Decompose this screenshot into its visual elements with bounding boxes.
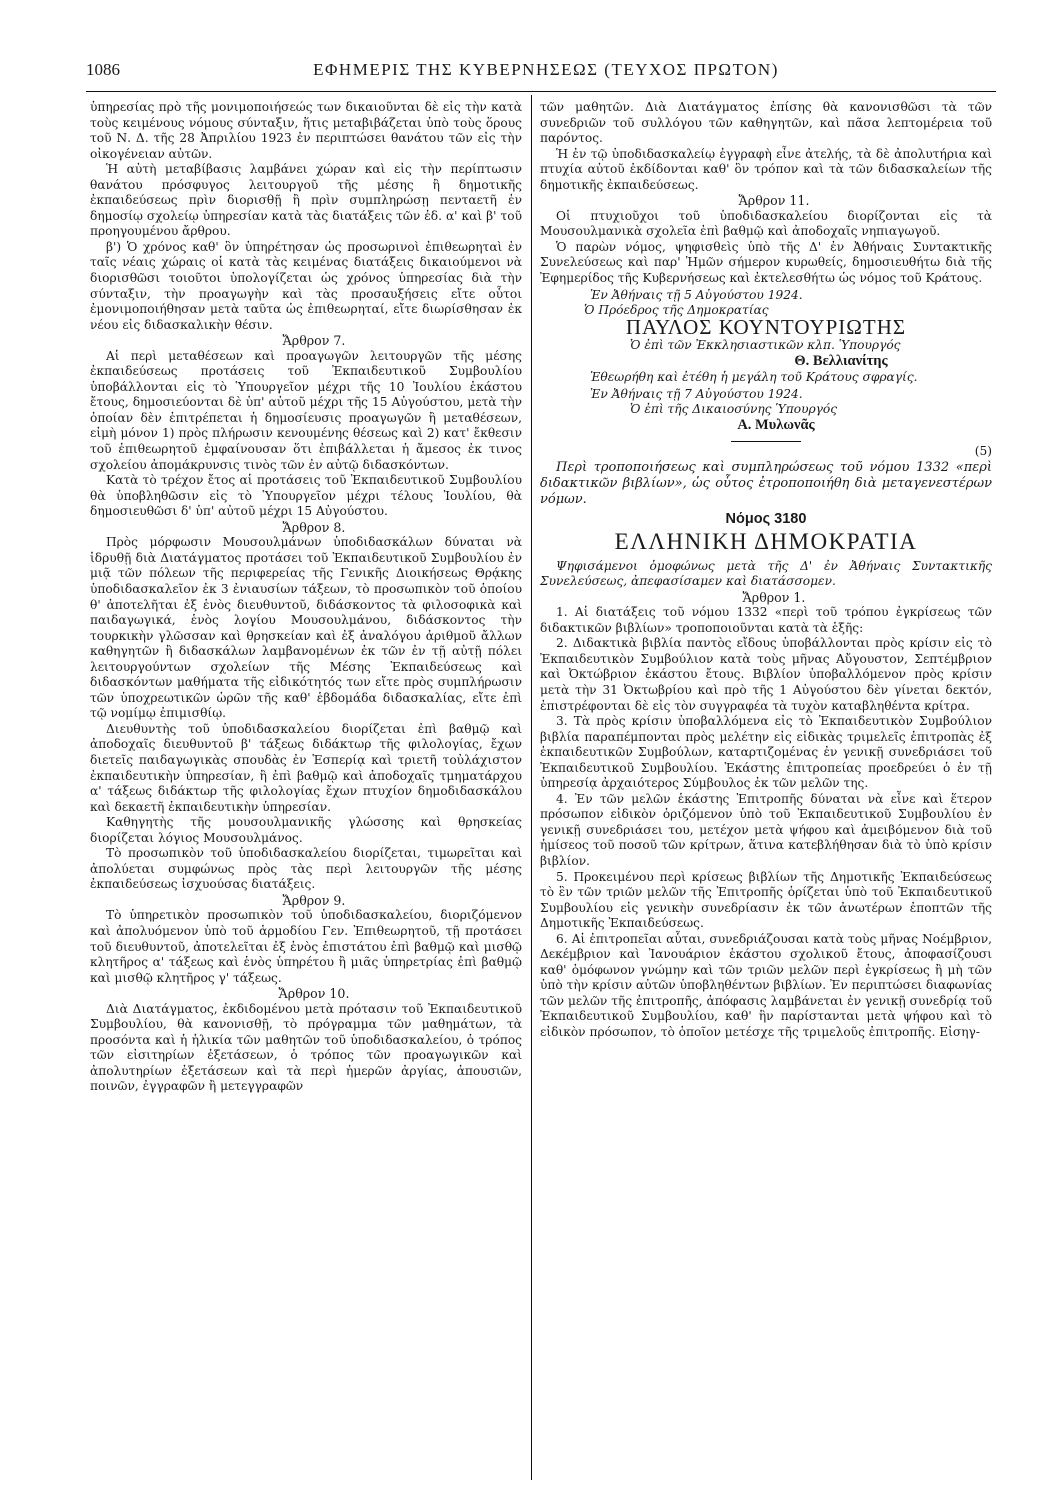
minister-name: Θ. Βελλιανίτης — [794, 352, 888, 369]
header-rule — [86, 91, 996, 92]
paragraph: 2. Διδακτικὰ βιβλία παντὸς εἴδους ὑποβάλλονται πρὸς κρίσιν εἰς τὸ Ἐκπαιδευτικὸν Συμβούλιον κατὰ τοὺς μῆνας Αὔγουστον, Σεπτέμβριον καὶ Ὀκτώβριον ἑκάστου ἔτους. Βιβλίον ὑποβαλλόμενον πρὸς κρίσιν μετὰ τὴν 31 Ὀκτωβρίου καὶ πρὸ τῆς 1 Αὐγούστου δὲν γίνεται δεκτόν, ἐπιστρέφονται δὲ εἰς τὸν συγγραφέα τὰ τυχὸν καταβληθέντα κρίτρα. — [540, 636, 992, 713]
right-column — [540, 100, 992, 1041]
paragraph: Κατὰ τὸ τρέχον ἔτος αἱ προτάσεις τοῦ Ἐκπαιδευτικοῦ Συμβουλίου θὰ ὑποβληθῶσιν εἰς τὸ Ὑπουργεῖον μέχρι τέλους Ἰουλίου, θὰ δημοσιευθῶσι δ' ὑπ' αὐτοῦ μέχρι 15 Αὐγούστου. — [90, 473, 522, 519]
paragraph: Ἡ ἐν τῷ ὑποδιδασκαλείῳ ἐγγραφὴ εἶνε ἀτελής, τὰ δὲ ἀπολυτήρια καὶ πτυχία αὐτοῦ ἐκδίδονται καθ' ὃν τρόπον καὶ τὰ τῶν διδασκαλείων τῆς δημοτικῆς ἐκπαιδεύσεως. — [540, 146, 992, 192]
seal-date: Ἐν Ἀθήναις τῇ 7 Αὐγούστου 1924. — [590, 386, 803, 401]
article-heading: Ἄρθρον 10. — [278, 986, 350, 1002]
document-number: (5) — [974, 444, 992, 459]
paragraph: Τὸ προσωπικὸν τοῦ ὑποδιδασκαλείου διορίζεται, τιμωρεῖται καὶ ἀπολύεται συμφώνως πρὸς τὰς περὶ λειτουργῶν τῆς μέσης ἐκπαιδεύσεως ἰσχυούσας διατάξεις. — [90, 846, 522, 892]
republic-heading: ΕΛΛΗΝΙΚΗ ΔΗΜΟΚΡΑΤΙΑ — [614, 528, 918, 554]
paragraph: Αἱ περὶ μεταθέσεων καὶ προαγωγῶν λειτουργῶν τῆς μέσης ἐκπαιδεύσεως προτάσεις τοῦ Ἐκπαιδευτικοῦ Συμβουλίου ὑποβάλλονται εἰς τὸ Ὑπουργεῖον μέχρι τῆς 10 Ἰουλίου ἑκάστου ἔτους, δημοσιεύονται δὲ ὑπ' αὐτοῦ μέχρι τῆς 15 Αὐγούστου, μετὰ τὴν ὁποίαν δὲν ἐπιτρέπεται ἡ δημοσίευσις προαγωγῶν ἢ μεταθέσεων, εἰμὴ μόνον 1) πρὸς πλήρωσιν κενουμένης θέσεως καὶ 2) κατ' ἔκθεσιν τοῦ ἐπιθεωρητοῦ ἐμφαίνουσαν ὅτι ἐπιβάλλεται ἡ ἄμεσος ἐκ τινος σχολείου ἀπομάκρυνσις τινὸς τῶν ἐν αὐτῷ διδασκόντων. — [90, 348, 522, 472]
law-number: Νόμος 3180 — [725, 511, 807, 528]
minister-role: Ὁ ἐπὶ τῆς Δικαιοσύνης Ὑπουργός — [630, 402, 838, 417]
paragraph: Διευθυντὴς τοῦ ὑποδιδασκαλείου διορίζεται ἐπὶ βαθμῷ καὶ ἀποδοχαῖς διευθυντοῦ β' τάξεως διδάκτωρ τῆς φιλολογίας, ἔχων διετεῖς παιδαγωγικὰς σπουδὰς ἐν Ἑσπερίᾳ καὶ τριετῆ τοὐλάχιστον ἐκπαιδευτικὴν ὑπηρεσίαν, ἢ ἐπὶ βαθμῷ καὶ ἀποδοχαῖς τμηματάρχου α' τάξεως διδάκτωρ τῆς φιλολογίας ἔχων πτυχίον δημοδιδασκάλου καὶ δεκαετῆ ἐκπαιδευτικὴν ὑπηρεσίαν. — [90, 721, 522, 814]
article-heading: Ἄρθρον 8. — [282, 519, 346, 535]
paragraph: Οἱ πτυχιοῦχοι τοῦ ὑποδιδασκαλείου διορίζονται εἰς τὰ Μουσουλμανικὰ σχολεῖα ἐπὶ βαθμῷ καὶ ἀποδοχαῖς νηπιαγωγοῦ. — [540, 208, 992, 239]
article-heading: Ἄρθρον 11. — [738, 193, 810, 209]
article-heading: Ἄρθρον 1. — [742, 589, 806, 605]
minister-name: Α. Μυλωνᾶς — [737, 416, 815, 433]
paragraph: Διὰ Διατάγματος, ἐκδιδομένου μετὰ πρότασιν τοῦ Ἐκπαιδευτικοῦ Συμβουλίου, θὰ κανονισθῇ, τὸ πρόγραμμα τῶν μαθημάτων, τὰ προσόντα καὶ ἡ ἡλικία τῶν μαθητῶν τοῦ ὑποδιδασκαλείου, ὁ τρόπος τῶν εἰσιτηρίων ἐξετάσεων, ὁ τρόπος τῶν προαγωγικῶν καὶ ἀπολυτηρίων ἐξετάσεων καὶ τὰ περὶ ἡμερῶν ἀργίας, ἀπουσιῶν, ποινῶν, ἐγγραφῶν ἢ μετεγγραφῶν — [90, 1001, 522, 1094]
paragraph: ὑπηρεσίας πρὸ τῆς μονιμοποιήσεώς των δικαιοῦνται δὲ εἰς τὴν κατὰ τοὺς κειμένους νόμους σύνταξιν, ἥτις μεταβιβάζεται ὑπὸ τοὺς ὅρους τοῦ Ν. Δ. τῆς 28 Ἀπριλίου 1923 ἐν περιπτώσει θανάτου τῶν εἰς τὴν οἰκογένειαν αὐτῶν. — [90, 100, 522, 161]
minister-role: Ὁ ἐπὶ τῶν Ἐκκλησιαστικῶν κλπ. Ὑπουργός — [630, 338, 901, 353]
paragraph: Τὸ ὑπηρετικὸν προσωπικὸν τοῦ ὑποδιδασκαλείου, διοριζόμενον καὶ ἀπολυόμενον ὑπὸ τοῦ ἁρμοδίου Γεν. Ἐπιθεωρητοῦ, τῇ προτάσει τοῦ διευθυντοῦ, ἀποτελεῖται ἐξ ἑνὸς ἐπιστάτου ἐπὶ βαθμῷ καὶ μισθῷ κλητῆρος α' τάξεως καὶ ἑνὸς ὑπηρέτου ἢ μιᾶς ὑπηρετρίας ἐπὶ βαθμῷ καὶ μισθῷ κλητῆρος γ' τάξεως. — [90, 908, 522, 985]
paragraph: 3. Τὰ πρὸς κρίσιν ὑποβαλλόμενα εἰς τὸ Ἐκπαιδευτικὸν Συμβούλιον βιβλία παραπέμπονται πρὸς μελέτην εἰς εἰδικὰς τριμελεῖς ἐπιτροπὰς ἐξ ἐκπαιδευτικῶν Συμβούλων, καταρτιζομένας ἐν γενικῇ συνεδριάσει τοῦ Ἐκπαιδευτικοῦ Συμβουλίου. Ἑκάστης ἐπιτροπείας προεδρεύει ὁ ἐν τῇ ὑπηρεσίᾳ ἀρχαιότερος Σύμβουλος ἐκ τῶν μελῶν της. — [540, 714, 992, 791]
seal-note: Ἐθεωρήθη καὶ ἐτέθη ἡ μεγάλη τοῦ Κράτους σφραγίς. — [590, 370, 918, 385]
paragraph: Ἡ αὐτὴ μεταβίβασις λαμβάνει χώραν καὶ εἰς τὴν περίπτωσιν θανάτου πρόσφυγος λειτουργοῦ τῆς μέσης ἢ δημοτικῆς ἐκπαιδεύσεως πρὶν διορισθῇ ἢ πρὶν συμπληρώσῃ πενταετῆ ἐν δημοσίῳ σχολείῳ ὑπηρεσίαν κατὰ τὰς διατάξεις τῶν ἐδ. α' καὶ β' τοῦ προηγουμένου ἄρθρου. — [90, 162, 522, 239]
paragraph: Καθηγητὴς τῆς μουσουλμανικῆς γλώσσης καὶ θρησκείας διορίζεται λόγιος Μουσουλμάνος. — [90, 815, 522, 845]
article-heading: Ἄρθρον 7. — [282, 333, 346, 349]
law-subject: Περὶ τροποποιήσεως καὶ συμπληρώσεως τοῦ νόμου 1332 «περὶ διδακτικῶν βιβλίων», ὡς οὗτος ἐτροποποιήθη διὰ μεταγενεστέρων νόμων. — [540, 460, 992, 508]
paragraph: Ὁ παρὼν νόμος, ψηφισθεὶς ὑπὸ τῆς Δ' ἐν Ἀθήναις Συντακτικῆς Συνελεύσεως καὶ παρ' Ἡμῶν σήμερον κυρωθείς, δημοσιευθήτω διὰ τῆς Ἐφημερίδος τῆς Κυβερνήσεως καὶ ἐκτελεσθήτω ὡς νόμος τοῦ Κράτους. — [540, 239, 992, 286]
article-heading: Ἄρθρον 9. — [282, 892, 346, 908]
left-column — [90, 100, 522, 1095]
president-title: Ὁ Πρόεδρος τῆς Δημοκρατίας — [584, 303, 769, 318]
paragraph: β') Ὁ χρόνος καθ' ὃν ὑπηρέτησαν ὡς προσωρινοὶ ἐπιθεωρηταὶ ἐν ταῖς νέαις χώραις οἱ κατὰ τὰς κειμένας διατάξεις δικαιούμενοι νὰ διορισθῶσι τοιοῦτοι ὑπολογίζεται ὡς χρόνος ὑπηρεσίας διὰ τὴν σύνταξιν, τὴν προαγωγὴν καὶ τὰς προσαυξήσεις εἴτε οὗτοι ἐμονιμοποιήθησαν μετὰ ταῦτα ὡς ἐπιθεωρηταί, εἴτε διωρίσθησαν ἐκ νέου εἰς διδασκαλικὴν θέσιν. — [90, 239, 522, 332]
paragraph: 4. Ἐν τῶν μελῶν ἑκάστης Ἐπιτροπῆς δύναται νὰ εἶνε καὶ ἕτερον πρόσωπον εἰδικὸν ὁριζόμενον ὑπὸ τοῦ Ἐκπαιδευτικοῦ Συμβουλίου ἐν γενικῇ συνεδριάσει του, μετέχον μετὰ ψήφου καὶ ἀμειβόμενον διὰ τοῦ ἡμίσεος τοῦ ποσοῦ τῶν κρίτρων, ἅτινα κατεβλήθησαν διὰ τὸ ὑπὸ κρίσιν βιβλίον. — [540, 791, 992, 868]
paragraph: 5. Προκειμένου περὶ κρίσεως βιβλίων τῆς Δημοτικῆς Ἐκπαιδεύσεως τὸ ἓν τῶν τριῶν μελῶν τῆς Ἐπιτροπῆς ὁρίζεται ὑπὸ τοῦ Ἐκπαιδευτικοῦ Συμβουλίου εἰς γενικὴν συνεδρίασιν ἐκ τῶν ἀνωτέρων ἐποπτῶν τῆς Δημοτικῆς Ἐκπαιδεύσεως. — [540, 869, 992, 931]
paragraph: 1. Αἱ διατάξεις τοῦ νόμου 1332 «περὶ τοῦ τρόπου ἐγκρίσεως τῶν διδακτικῶν βιβλίων» τροποποιοῦνται κατὰ τὰ ἑξῆς: — [540, 605, 992, 635]
section-separator — [731, 441, 801, 442]
preamble: Ψηφισάμενοι ὁμοφώνως μετὰ τῆς Δ' ἐν Ἀθήναις Συντακτικῆς Συνελεύσεως, ἀπεφασίσαμεν καὶ διατάσσομεν. — [540, 558, 992, 589]
paragraph: 6. Αἱ ἐπιτροπεῖαι αὗται, συνεδριάζουσαι κατὰ τοὺς μῆνας Νοέμβριον, Δεκέμβριον καὶ Ἰανουάριον ἑκάστου σχολικοῦ ἔτους, ἀποφασίζουσι καθ' ὁμόφωνον γνώμην καὶ τῶν τριῶν μελῶν περὶ ἐγκρίσεως ἢ μὴ τῶν ὑπὸ τὴν κρίσιν αὐτῶν ὑποβληθέντων βιβλίων. Ἐν περιπτώσει διαφωνίας τῶν μελῶν τῆς ἐπιτροπῆς, ἀπόφασις λαμβάνεται ἐν γενικῇ συνεδρίᾳ τοῦ Ἐκπαιδευτικοῦ Συμβουλίου, καθ' ἣν παρίστανται μετὰ ψήφου καὶ τὸ εἰδικὸν πρόσωπον, τὸ ὁποῖον μετέσχε τῆς τριμελοῦς ἐπιτροπῆς. Εἰσηγ- — [540, 931, 992, 1039]
paragraph: Πρὸς μόρφωσιν Μουσουλμάνων ὑποδιδασκάλων δύναται νὰ ἱδρυθῇ διὰ Διατάγματος προτάσει τοῦ Ἐκπαιδευτικοῦ Συμβουλίου ἐν μιᾷ τῶν πόλεων τῆς περιφερείας τῆς Γενικῆς Διοικήσεως Θρᾴκης ὑποδιδασκαλεῖον ἐκ 3 ἐνιαυσίων τάξεων, τὸ προσωπικὸν τοῦ ὁποίου θ' ἀποτελῆται ἐξ ἑνὸς διευθυντοῦ, διδάσκοντος τὰ φιλοσοφικὰ καὶ παιδαγωγικά, ἑνὸς λογίου Μουσουλμάνου, διδάσκοντος τὴν τουρκικὴν γλῶσσαν καὶ θρησκείαν καὶ ἐξ ἀναλόγου ἀριθμοῦ ἄλλων καθηγητῶν ἢ διδασκάλων λαμβανομένων ἐκ τῶν ἐν τῇ αὐτῇ πόλει λειτουργούντων σχολείων τῆς Μέσης Ἐκπαιδεύσεως καὶ διδασκόντων μαθήματα τῆς εἰδικότητός των εἴτε πρὸς συμπλήρωσιν τῶν ὑποχρεωτικῶν ὡρῶν τῆς καθ' ἑβδομάδα διδασκαλίας, εἴτε ἐπὶ τῷ νομίμῳ ἐπιμισθίῳ. — [90, 535, 522, 721]
paragraph: τῶν μαθητῶν. Διὰ Διατάγματος ἐπίσης θὰ κανονισθῶσι τὰ τῶν συνεδριῶν τοῦ συλλόγου τῶν καθηγητῶν, καὶ πᾶσα λεπτομέρεια τοῦ παρόντος. — [540, 100, 992, 146]
page-number: 1086 — [86, 60, 120, 79]
gazette-title: ΕΦΗΜΕΡΙΣ ΤΗΣ ΚΥΒΕΡΝΗΣΕΩΣ (ΤΕΥΧΟΣ ΠΡΩΤΟΝ) — [313, 60, 779, 79]
signing-date: Ἐν Ἀθήναις τῇ 5 Αὐγούστου 1924. — [590, 287, 803, 302]
president-name: ΠΑΥΛΟΣ ΚΟΥΝΤΟΥΡΙΩΤΗΣ — [625, 314, 907, 339]
column-divider — [531, 95, 532, 1480]
page-header — [86, 58, 986, 88]
